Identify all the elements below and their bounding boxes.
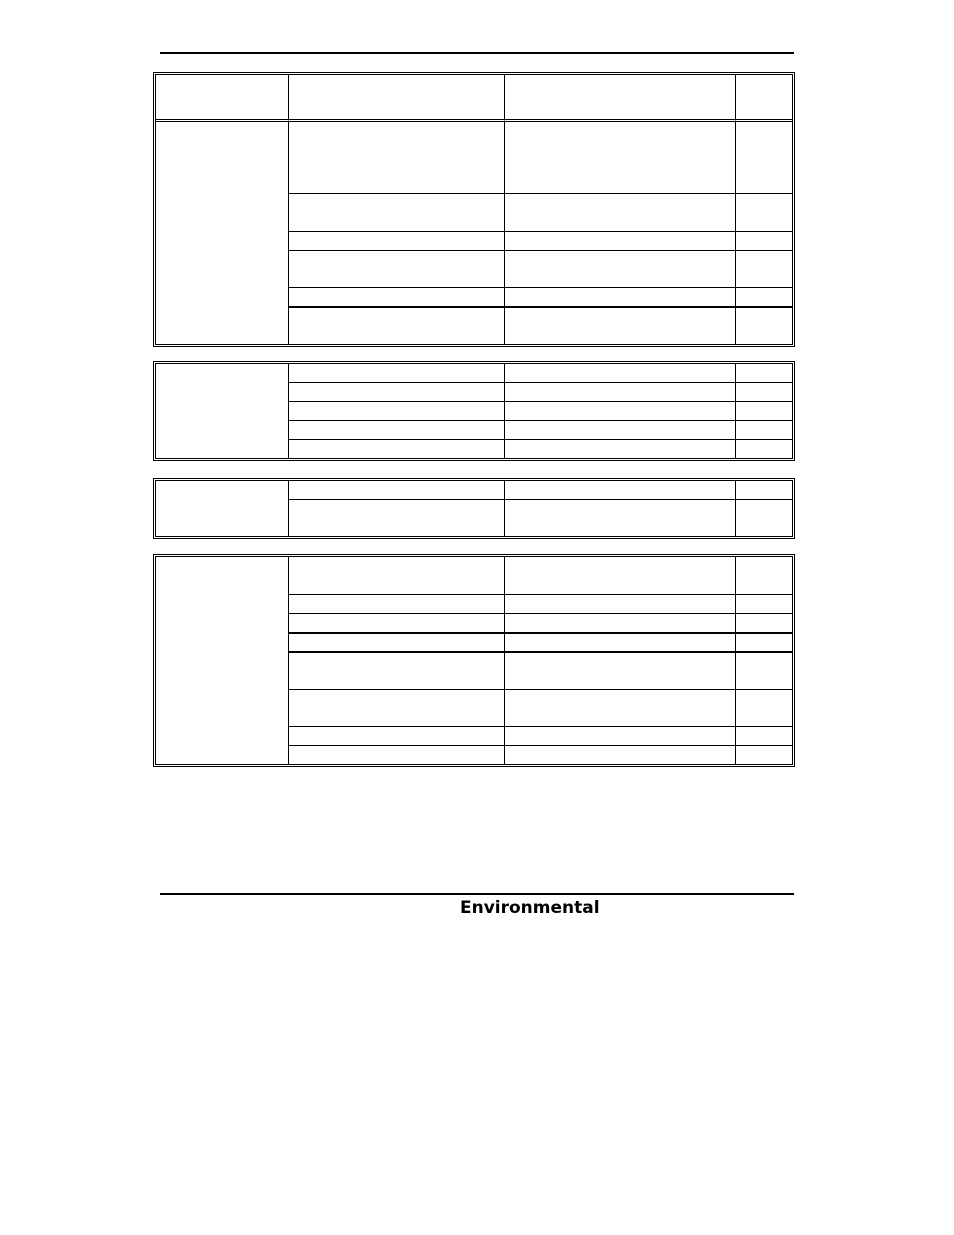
header-rule [160, 52, 794, 54]
table-1 [153, 72, 795, 347]
table-cell [736, 634, 792, 653]
table-cell [505, 383, 736, 402]
table-cell [505, 194, 736, 232]
table-cell [736, 595, 792, 614]
table-cell [736, 653, 792, 690]
table-cell [289, 595, 505, 614]
table-cell [289, 308, 505, 344]
table-row [156, 557, 792, 595]
table-cell [505, 746, 736, 764]
table-cell [736, 481, 792, 500]
table-cell [736, 232, 792, 251]
table-cell [289, 288, 505, 308]
table-3 [153, 478, 795, 539]
table-cell [505, 727, 736, 746]
table-cell [505, 251, 736, 288]
table-cell [505, 421, 736, 440]
footer-rule [160, 893, 794, 895]
table-cell [289, 614, 505, 634]
table-cell [289, 746, 505, 764]
table-cell [505, 364, 736, 383]
table-cell [736, 383, 792, 402]
table-cell [289, 727, 505, 746]
table-cell [505, 690, 736, 727]
table-cell [736, 122, 792, 194]
header-cell [505, 75, 736, 122]
table-cell [736, 194, 792, 232]
table-cell [289, 634, 505, 653]
table-cell [505, 595, 736, 614]
group-label-cell [156, 122, 289, 344]
table-cell [505, 614, 736, 634]
table-cell [289, 402, 505, 421]
table-cell [505, 122, 736, 194]
table-cell [505, 288, 736, 308]
table-cell [505, 500, 736, 536]
table-cell [289, 421, 505, 440]
table-cell [505, 481, 736, 500]
table-cell [289, 481, 505, 500]
table-cell [736, 440, 792, 458]
table-cell [289, 251, 505, 288]
table-cell [289, 232, 505, 251]
table-cell [736, 690, 792, 727]
table-cell [736, 727, 792, 746]
table-row [156, 364, 792, 383]
table-2 [153, 361, 795, 461]
header-cell [156, 75, 289, 122]
table-cell [289, 500, 505, 536]
table-cell [289, 383, 505, 402]
table-cell [289, 194, 505, 232]
table-cell [289, 440, 505, 458]
table-cell [289, 653, 505, 690]
group-label-cell [156, 481, 289, 536]
header-cell [736, 75, 792, 122]
table-cell [736, 557, 792, 595]
table-cell [289, 557, 505, 595]
table-cell [505, 653, 736, 690]
table-cell [736, 746, 792, 764]
table-header-row [156, 75, 792, 122]
table-cell [289, 364, 505, 383]
table-cell [736, 251, 792, 288]
table-cell [736, 500, 792, 536]
table-row [156, 122, 792, 194]
table-cell [505, 402, 736, 421]
table-cell [736, 308, 792, 344]
group-label-cell [156, 557, 289, 764]
table-cell [505, 440, 736, 458]
table-cell [736, 364, 792, 383]
table-cell [736, 614, 792, 634]
table-cell [736, 402, 792, 421]
table-cell [505, 232, 736, 251]
table-cell [736, 288, 792, 308]
header-cell [289, 75, 505, 122]
group-label-cell [156, 364, 289, 458]
table-cell [505, 308, 736, 344]
table-row [156, 481, 792, 500]
table-cell [289, 690, 505, 727]
table-cell [736, 421, 792, 440]
table-cell [505, 634, 736, 653]
footer-section-title: Environmental [460, 898, 600, 918]
table-cell [505, 557, 736, 595]
table-4 [153, 554, 795, 767]
table-cell [289, 122, 505, 194]
